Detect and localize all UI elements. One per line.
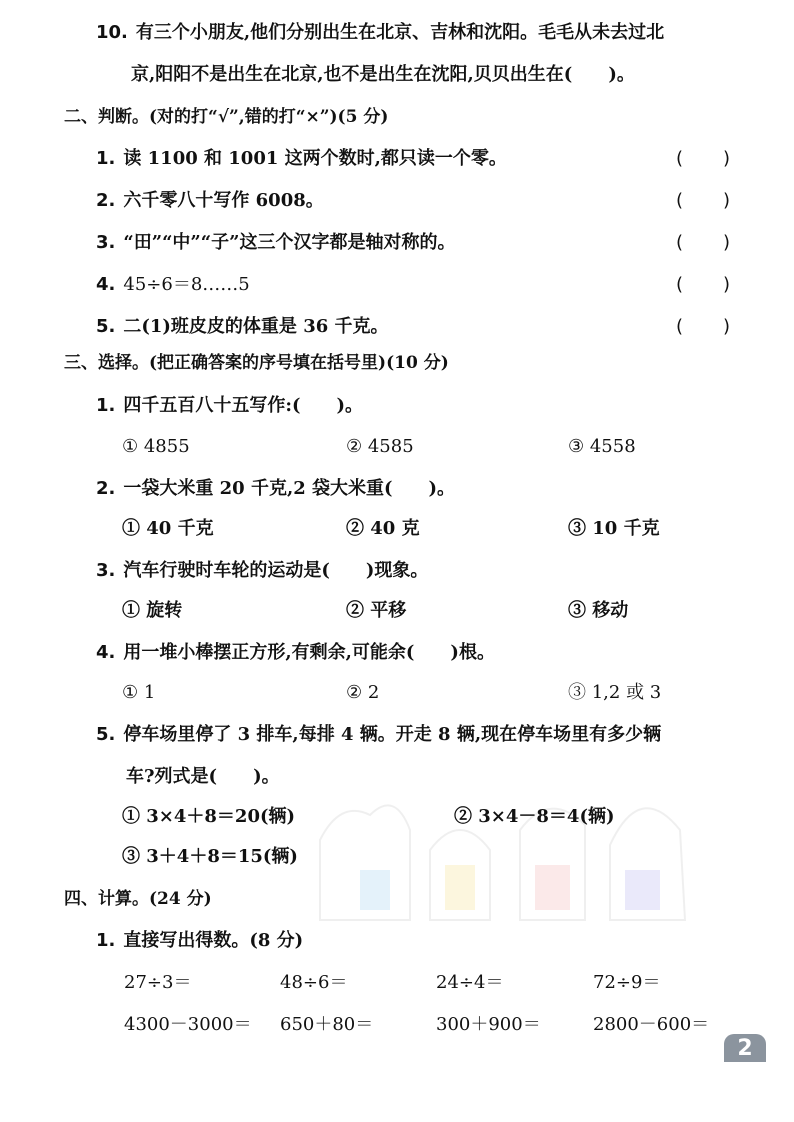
choice-question-5	[96, 724, 794, 746]
calc-problem: 4300－3000＝	[124, 1014, 252, 1035]
question-number: 3.	[96, 560, 116, 581]
judge-item-number: 2.	[96, 190, 116, 211]
question-number: 2.	[96, 478, 116, 499]
paren-close: )	[722, 316, 730, 337]
paren-open: (	[676, 232, 684, 253]
choice-question-3	[96, 560, 794, 582]
paren-close: )	[722, 190, 730, 211]
question-text: 四千五百八十五写作:( )。	[123, 395, 364, 416]
option-3[interactable]: ③ 移动	[568, 600, 629, 621]
option-2[interactable]: ② 40 克	[346, 518, 420, 539]
option-3[interactable]: ③ 10 千克	[568, 518, 660, 539]
paren-open: (	[676, 274, 684, 295]
option-1[interactable]: ① 1	[122, 682, 156, 703]
option-1[interactable]: ① 3×4＋8＝20(辆)	[122, 806, 296, 827]
question-text: 一袋大米重 20 千克,2 袋大米重( )。	[123, 478, 456, 499]
calc-problem: 2800－600＝	[593, 1014, 710, 1035]
paren-close: )	[722, 274, 730, 295]
question-text: 停车场里停了 3 排车,每排 4 辆。开走 8 辆,现在停车场里有多少辆	[123, 724, 662, 745]
calc-problem: 27÷3＝	[124, 972, 192, 993]
judge-item-text: “田”“中”“子”这三个汉字都是轴对称的。	[123, 232, 456, 253]
option-2[interactable]: ② 2	[346, 682, 380, 703]
question-text: 用一堆小棒摆正方形,有剩余,可能余( )根。	[123, 642, 495, 663]
calc-problem: 650＋80＝	[280, 1014, 374, 1035]
question-text: 汽车行驶时车轮的运动是( )现象。	[123, 560, 429, 581]
section2-heading: 二、判断。(对的打“√”,错的打“×”)(5 分)	[64, 107, 389, 127]
option-3[interactable]: ③ 1,2 或 3	[568, 682, 662, 703]
paren-open: (	[676, 190, 684, 211]
calc-problem: 72÷9＝	[593, 972, 661, 993]
calc-sub-question-1	[96, 930, 794, 952]
question-text: 直接写出得数。(8 分)	[123, 930, 304, 951]
choice-question-4	[96, 642, 794, 664]
paren-open: (	[676, 316, 684, 337]
judge-answer-4[interactable]	[676, 274, 730, 296]
judge-item-text: 45÷6＝8……5	[123, 274, 250, 295]
option-2[interactable]: ② 4585	[346, 436, 414, 457]
judge-item-number: 1.	[96, 148, 116, 169]
question-number: 1.	[96, 395, 116, 416]
option-1[interactable]: ① 旋转	[122, 600, 183, 621]
q10-number: 10.	[96, 22, 128, 43]
judge-answer-1[interactable]	[676, 148, 730, 170]
question-number: 1.	[96, 930, 116, 951]
watermark-illustration	[300, 770, 720, 940]
choice-question-2	[96, 478, 794, 500]
judge-item-number: 4.	[96, 274, 116, 295]
judge-answer-5[interactable]	[676, 316, 730, 338]
option-3[interactable]: ③ 3＋4＋8＝15(辆)	[122, 846, 298, 867]
judge-item-text: 读 1100 和 1001 这两个数时,都只读一个零。	[123, 148, 507, 169]
judge-answer-2[interactable]	[676, 190, 730, 212]
judge-item-text: 二(1)班皮皮的体重是 36 千克。	[123, 316, 389, 337]
option-3[interactable]: ③ 4558	[568, 436, 636, 457]
question-text-continued: 车?列式是( )。	[126, 766, 280, 787]
choice-question-1	[96, 395, 794, 417]
q10-line1	[96, 22, 794, 44]
judge-item-number: 3.	[96, 232, 116, 253]
paren-close: )	[722, 232, 730, 253]
paren-close: )	[722, 148, 730, 169]
calc-problem: 300＋900＝	[436, 1014, 541, 1035]
calc-problem: 48÷6＝	[280, 972, 348, 993]
option-2[interactable]: ② 3×4－8＝4(辆)	[454, 806, 615, 827]
q10-text-line2: 京,阳阳不是出生在北京,也不是出生在沈阳,贝贝出生在( )。	[131, 64, 635, 85]
option-1[interactable]: ① 4855	[122, 436, 190, 457]
option-1[interactable]: ① 40 千克	[122, 518, 214, 539]
judge-item-text: 六千零八十写作 6008。	[123, 190, 324, 211]
section4-heading: 四、计算。(24 分)	[64, 889, 212, 909]
question-number: 4.	[96, 642, 116, 663]
judge-answer-3[interactable]	[676, 232, 730, 254]
section3-heading: 三、选择。(把正确答案的序号填在括号里)(10 分)	[64, 353, 449, 373]
option-2[interactable]: ② 平移	[346, 600, 407, 621]
judge-item-number: 5.	[96, 316, 116, 337]
q10-text-line1: 有三个小朋友,他们分别出生在北京、吉林和沈阳。毛毛从未去过北	[135, 22, 665, 43]
calc-problem: 24÷4＝	[436, 972, 504, 993]
paren-open: (	[676, 148, 684, 169]
question-number: 5.	[96, 724, 116, 745]
page-number-badge: 2	[724, 1034, 766, 1062]
